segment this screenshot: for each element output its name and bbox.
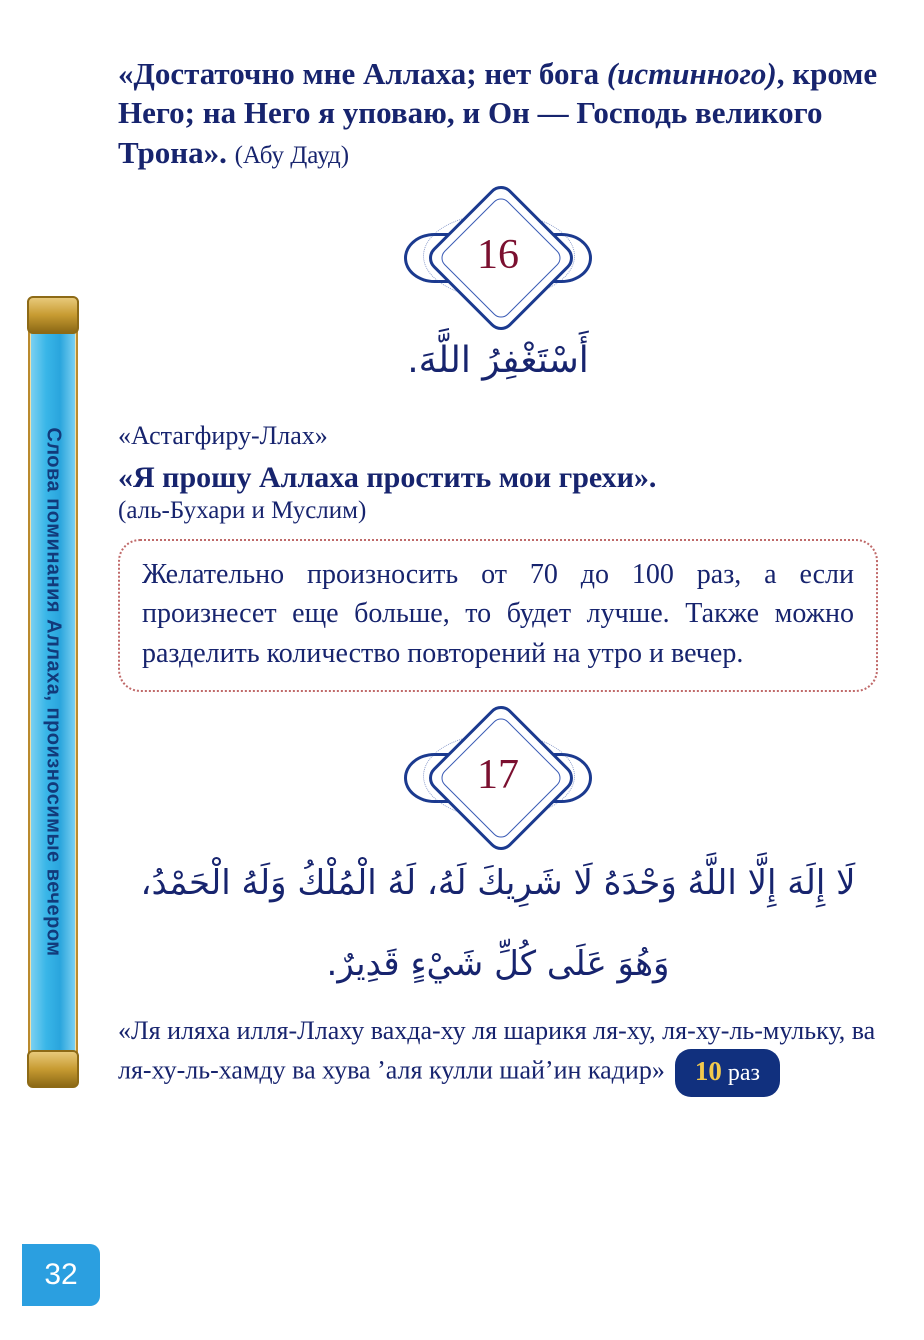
- repetition-count-number: 10: [694, 1056, 722, 1087]
- intro-quote-source: (Абу Дауд): [234, 141, 350, 169]
- intro-quote: [118, 54, 878, 172]
- arabic-text-17-line2: وَهُوَ عَلَى كُلِّ شَيْءٍ قَدِيرٌ.: [326, 943, 670, 984]
- dhikr-number-17: 17: [477, 751, 519, 798]
- intro-quote-part2: , кроме Него; на Него я уповаю, и Он — Господь великого Трона».: [118, 56, 878, 170]
- page-content: [118, 54, 878, 1097]
- ornament-medallion-16: [398, 196, 598, 314]
- side-tab-label: Слова поминания Аллаха, произносимые вечером: [42, 427, 65, 957]
- page-number: 32: [22, 1244, 100, 1306]
- meaning-16: «Я прошу Аллаха простить мои грехи».: [118, 460, 657, 494]
- note-box-16: Желательно произносить от 70 до 100 раз, а если произнесет еще больше, то будет лучше. Также можно разделить количество повторений на утро и вечер.: [118, 539, 878, 692]
- transliteration-17-text: «Ля иляха илля-Ллаху вахда-ху ля шарикя ля-ху, ля-ху-ль-мульку, ва ля-ху-ль-хамду ва хува ’аля кулли шай’ин кадир»: [118, 1015, 876, 1085]
- arabic-text-17-line1: لَا إِلَهَ إِلَّا اللَّهُ وَحْدَهُ لَا شَرِيكَ لَهُ، لَهُ الْمُلْكُ وَلَهُ الْحَمْدُ،: [140, 862, 856, 903]
- intro-quote-italic: (истинного): [606, 56, 777, 91]
- dhikr-number-16: 16: [477, 232, 519, 279]
- ornament-medallion-17: [398, 716, 598, 834]
- arabic-text-16: أَسْتَغْفِرُ اللَّهَ.: [407, 340, 589, 382]
- transliteration-17: [118, 1012, 878, 1097]
- side-tab: [28, 310, 78, 1074]
- intro-quote-part1: «Достаточно мне Аллаха; нет бога: [118, 56, 607, 91]
- transliteration-16: «Астагфиру-Ллах»: [118, 420, 328, 450]
- repetition-count-badge: [675, 1049, 780, 1096]
- repetition-count-word: раз: [727, 1060, 760, 1087]
- attribution-16: (аль-Бухари и Муслим): [118, 496, 367, 524]
